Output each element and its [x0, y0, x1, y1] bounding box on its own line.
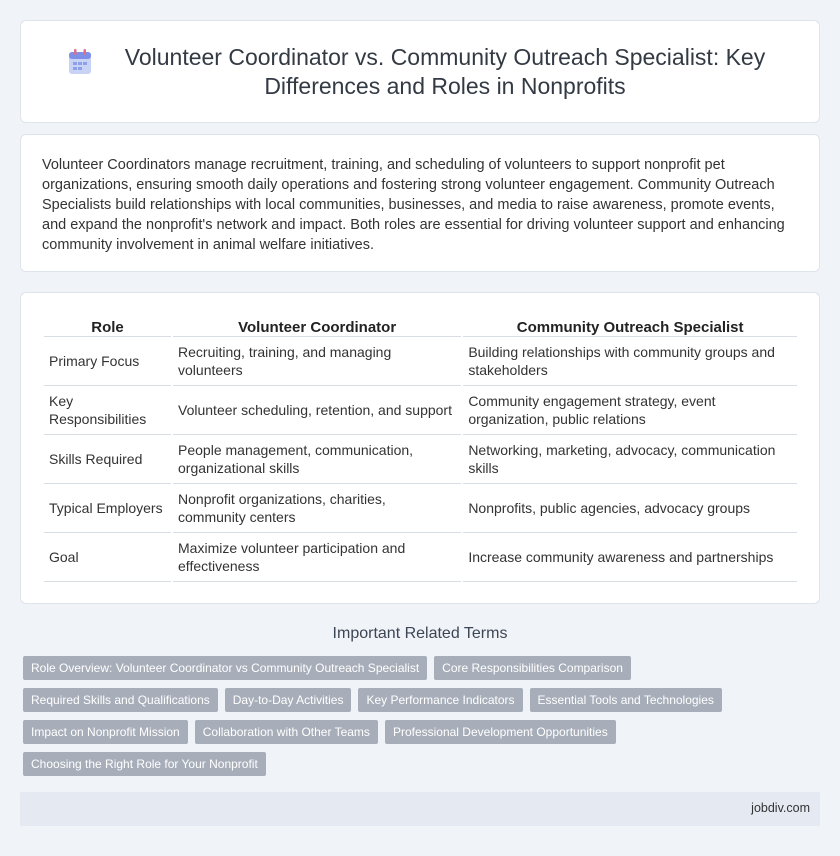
title-wrap [21, 43, 819, 101]
table-row [44, 337, 797, 386]
related-term-tag[interactable]: Role Overview: Volunteer Coordinator vs Community Outreach Specialist [23, 656, 427, 680]
table-row [44, 484, 797, 533]
column-header-volunteer-coordinator: Volunteer Coordinator [173, 313, 461, 337]
calendar-icon [68, 49, 92, 75]
table-cell: Building relationships with community groups and stakeholders [463, 337, 797, 386]
table-cell: Volunteer scheduling, retention, and support [173, 386, 461, 435]
related-term-tag[interactable]: Day-to-Day Activities [225, 688, 352, 712]
comparison-table [42, 313, 799, 582]
related-terms-heading: Important Related Terms [332, 625, 508, 642]
page-title: Volunteer Coordinator vs. Community Outreach Specialist: Key Differences and Roles in Nonprofits [124, 44, 766, 99]
footer-site-link[interactable]: jobdiv.com [751, 801, 810, 815]
table-cell: Increase community awareness and partnerships [463, 533, 797, 582]
row-label: Skills Required [44, 435, 171, 484]
table-cell: Community engagement strategy, event organization, public relations [463, 386, 797, 435]
related-term-tag[interactable]: Core Responsibilities Comparison [434, 656, 631, 680]
table-cell: Networking, marketing, advocacy, communication skills [463, 435, 797, 484]
row-label: Typical Employers [44, 484, 171, 533]
related-term-tag[interactable]: Required Skills and Qualifications [23, 688, 218, 712]
footer-bar [20, 792, 820, 826]
header-card [20, 20, 820, 123]
column-header-community-outreach-specialist: Community Outreach Specialist [463, 313, 797, 337]
related-terms-list [23, 656, 823, 776]
table-cell: Nonprofits, public agencies, advocacy groups [463, 484, 797, 533]
table-cell: Maximize volunteer participation and effectiveness [173, 533, 461, 582]
table-cell: People management, communication, organizational skills [173, 435, 461, 484]
table-row [44, 435, 797, 484]
intro-text: Volunteer Coordinators manage recruitment, training, and scheduling of volunteers to support nonprofit pet organizations, ensuring smooth daily operations and fostering strong volunteer engagement. Community Outreach Specialists build relationships with local communities, businesses, and media to raise awareness, promote events, and expand the nonprofit's network and impact. Both roles are essential for driving volunteer support and enhancing community involvement in animal welfare initiatives. [42, 157, 785, 253]
row-label: Key Responsibilities [44, 386, 171, 435]
table-header-row [44, 313, 797, 337]
table-row [44, 533, 797, 582]
related-term-tag[interactable]: Collaboration with Other Teams [195, 720, 378, 744]
related-term-tag[interactable]: Key Performance Indicators [358, 688, 522, 712]
row-label: Primary Focus [44, 337, 171, 386]
intro-card [20, 134, 820, 272]
related-term-tag[interactable]: Impact on Nonprofit Mission [23, 720, 188, 744]
related-term-tag[interactable]: Professional Development Opportunities [385, 720, 616, 744]
related-term-tag[interactable]: Choosing the Right Role for Your Nonprofit [23, 752, 266, 776]
table-row [44, 386, 797, 435]
table-cell: Nonprofit organizations, charities, community centers [173, 484, 461, 533]
column-header-role: Role [44, 313, 171, 337]
row-label: Goal [44, 533, 171, 582]
comparison-card [20, 292, 820, 604]
related-term-tag[interactable]: Essential Tools and Technologies [530, 688, 722, 712]
table-cell: Recruiting, training, and managing volunteers [173, 337, 461, 386]
